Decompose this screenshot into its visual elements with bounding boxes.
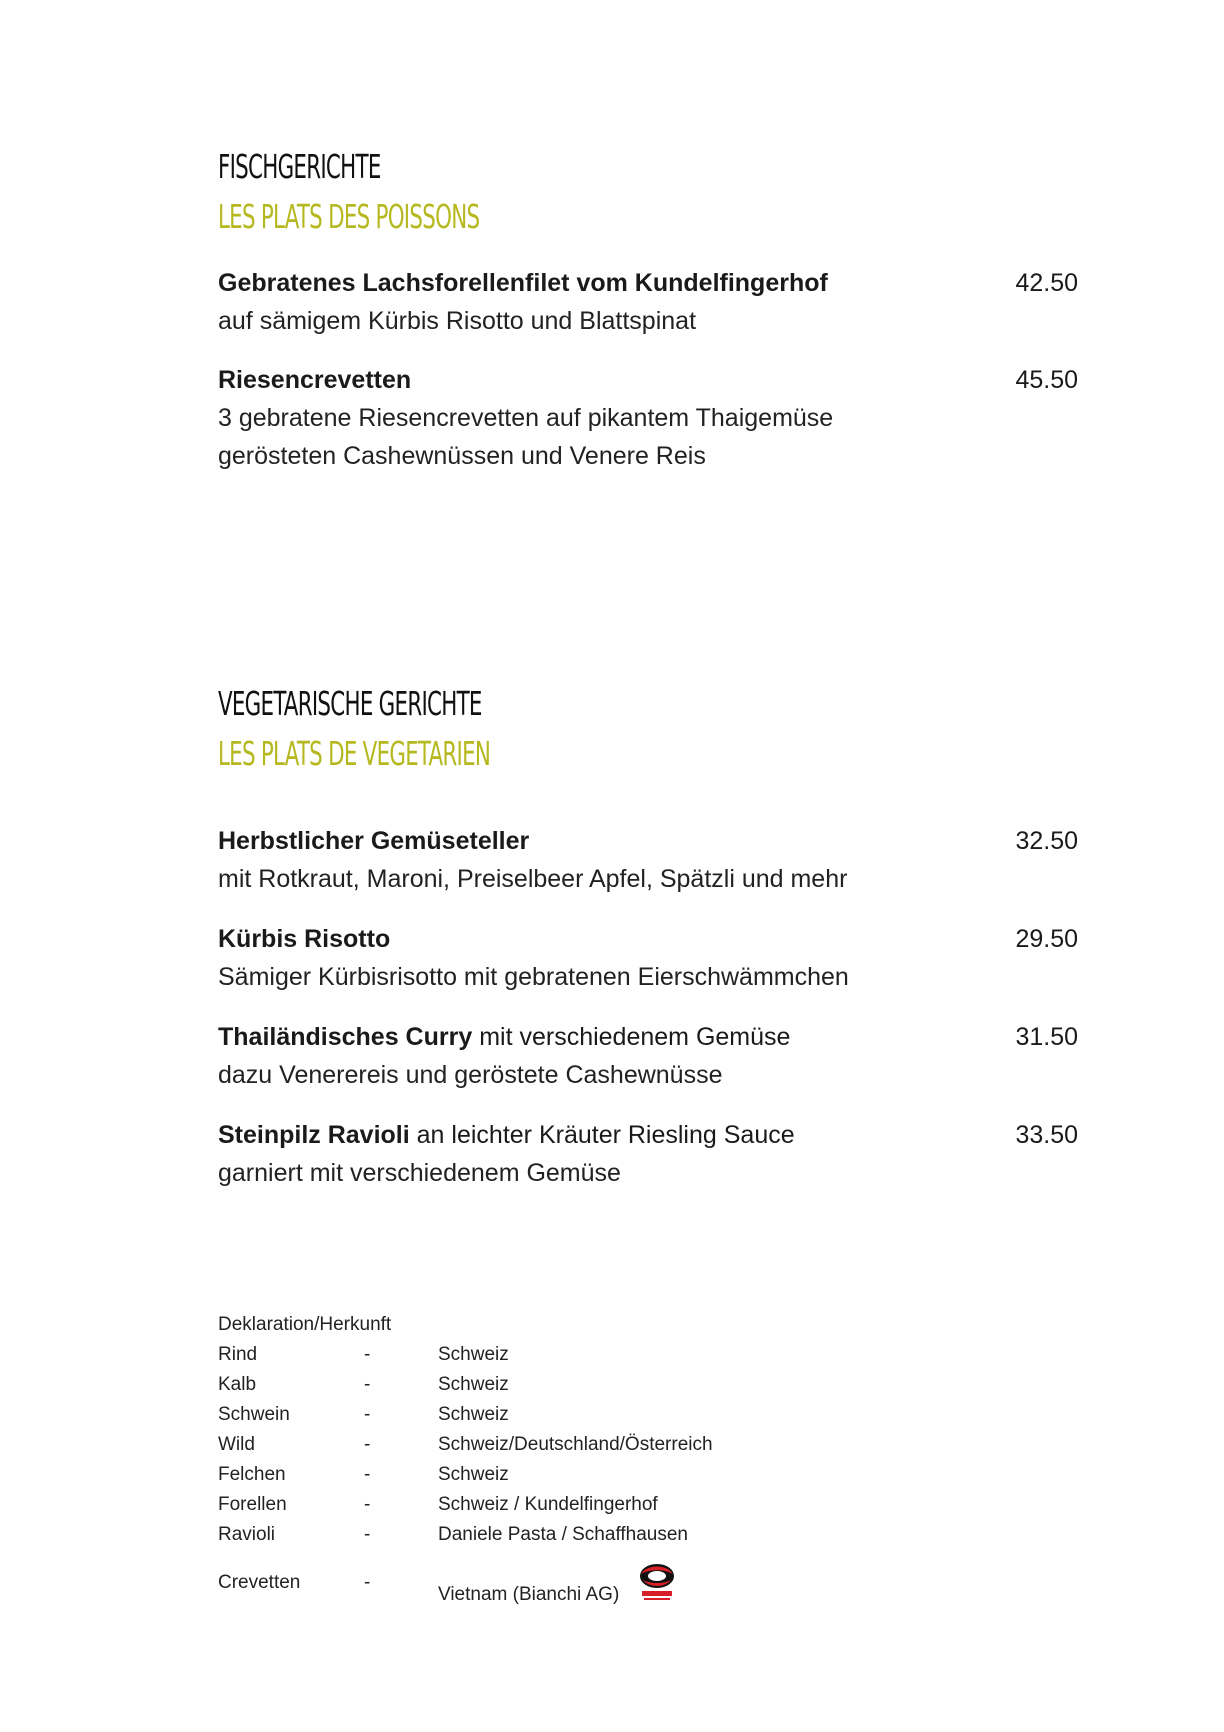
declaration-row <box>218 1568 918 1606</box>
dish-name: Kürbis Risotto <box>218 925 391 953</box>
dish-description: garniert mit verschiedenem Gemüse <box>218 1159 621 1187</box>
declaration-row <box>218 1490 918 1520</box>
fish-heading-fr: LES PLATS DES POISSONS <box>218 197 480 236</box>
declaration-item: Kalb <box>218 1374 257 1395</box>
declaration-origin: Schweiz <box>438 1404 509 1425</box>
dish-kuerbis-risotto <box>218 920 1078 996</box>
declaration-title: Deklaration/Herkunft <box>218 1314 392 1335</box>
dish-extra: an leichter Kräuter Riesling Sauce <box>409 1121 795 1149</box>
dish-price: 33.50 <box>1015 1121 1078 1149</box>
dish-gemueseteller <box>218 822 1078 898</box>
dish-price: 32.50 <box>1015 827 1078 855</box>
dish-price: 42.50 <box>1015 269 1078 297</box>
declaration-dash: - <box>364 1572 371 1593</box>
declaration-origin: Schweiz / Kundelfingerhof <box>438 1494 658 1515</box>
declaration-item: Ravioli <box>218 1524 276 1545</box>
declaration-item: Felchen <box>218 1464 286 1485</box>
declaration-item: Schwein <box>218 1404 290 1425</box>
declaration-origin-text: Vietnam (Bianchi AG) <box>438 1584 620 1606</box>
declaration-dash: - <box>364 1494 371 1515</box>
dish-steinpilz-ravioli <box>218 1116 1078 1192</box>
veg-section <box>218 684 1078 773</box>
dish-riesencrevetten <box>218 361 1078 475</box>
dish-price: 29.50 <box>1015 925 1078 953</box>
dish-name: Gebratenes Lachsforellenfilet vom Kundelfingerhof <box>218 269 828 297</box>
dish-name: Riesencrevetten <box>218 366 412 394</box>
dish-price: 31.50 <box>1015 1023 1078 1051</box>
dish-name: Herbstlicher Gemüseteller <box>218 827 530 855</box>
declaration-origin: Daniele Pasta / Schaffhausen <box>438 1524 688 1545</box>
declaration-row <box>218 1370 918 1400</box>
dish-description: mit Rotkraut, Maroni, Preiselbeer Apfel, Spätzli und mehr <box>218 865 848 893</box>
dish-description: 3 gebratene Riesencrevetten auf pikantem Thaigemüse <box>218 404 834 432</box>
fish-section <box>218 147 1078 236</box>
bianchi-logo-icon <box>635 1560 679 1614</box>
declaration-item: Crevetten <box>218 1572 301 1593</box>
declaration-block <box>218 1310 918 1606</box>
declaration-dash: - <box>364 1524 371 1545</box>
declaration-origin <box>438 1568 679 1622</box>
dish-name: Thailändisches Curry <box>218 1023 473 1051</box>
declaration-dash: - <box>364 1344 371 1365</box>
declaration-row <box>218 1400 918 1430</box>
dish-description: dazu Venerereis und geröstete Cashewnüsse <box>218 1061 723 1089</box>
declaration-origin: Schweiz <box>438 1464 509 1485</box>
declaration-dash: - <box>364 1434 371 1455</box>
declaration-origin: Schweiz <box>438 1374 509 1395</box>
declaration-item: Rind <box>218 1344 258 1365</box>
declaration-item: Forellen <box>218 1494 287 1515</box>
dish-lachsforelle <box>218 264 1078 340</box>
dish-name: Steinpilz Ravioli <box>218 1121 410 1149</box>
dish-description: auf sämigem Kürbis Risotto und Blattspinat <box>218 307 697 335</box>
dish-description: Sämiger Kürbisrisotto mit gebratenen Eierschwämmchen <box>218 963 849 991</box>
declaration-row <box>218 1520 918 1550</box>
declaration-row <box>218 1340 918 1370</box>
veg-heading-fr: LES PLATS DE VEGETARIEN <box>218 734 491 773</box>
declaration-dash: - <box>364 1374 371 1395</box>
fish-heading-de: FISCHGERICHTE <box>218 147 381 186</box>
dish-thai-curry <box>218 1018 1078 1094</box>
dish-extra: mit verschiedenem Gemüse <box>472 1023 791 1051</box>
dish-description: gerösteten Cashewnüssen und Venere Reis <box>218 442 706 470</box>
declaration-origin: Schweiz <box>438 1344 509 1365</box>
declaration-row <box>218 1430 918 1460</box>
declaration-dash: - <box>364 1464 371 1485</box>
declaration-origin: Schweiz/Deutschland/Österreich <box>438 1434 713 1455</box>
veg-heading-de: VEGETARISCHE GERICHTE <box>218 684 482 723</box>
dish-price: 45.50 <box>1015 366 1078 394</box>
declaration-row <box>218 1460 918 1490</box>
declaration-item: Wild <box>218 1434 255 1455</box>
declaration-dash: - <box>364 1404 371 1425</box>
